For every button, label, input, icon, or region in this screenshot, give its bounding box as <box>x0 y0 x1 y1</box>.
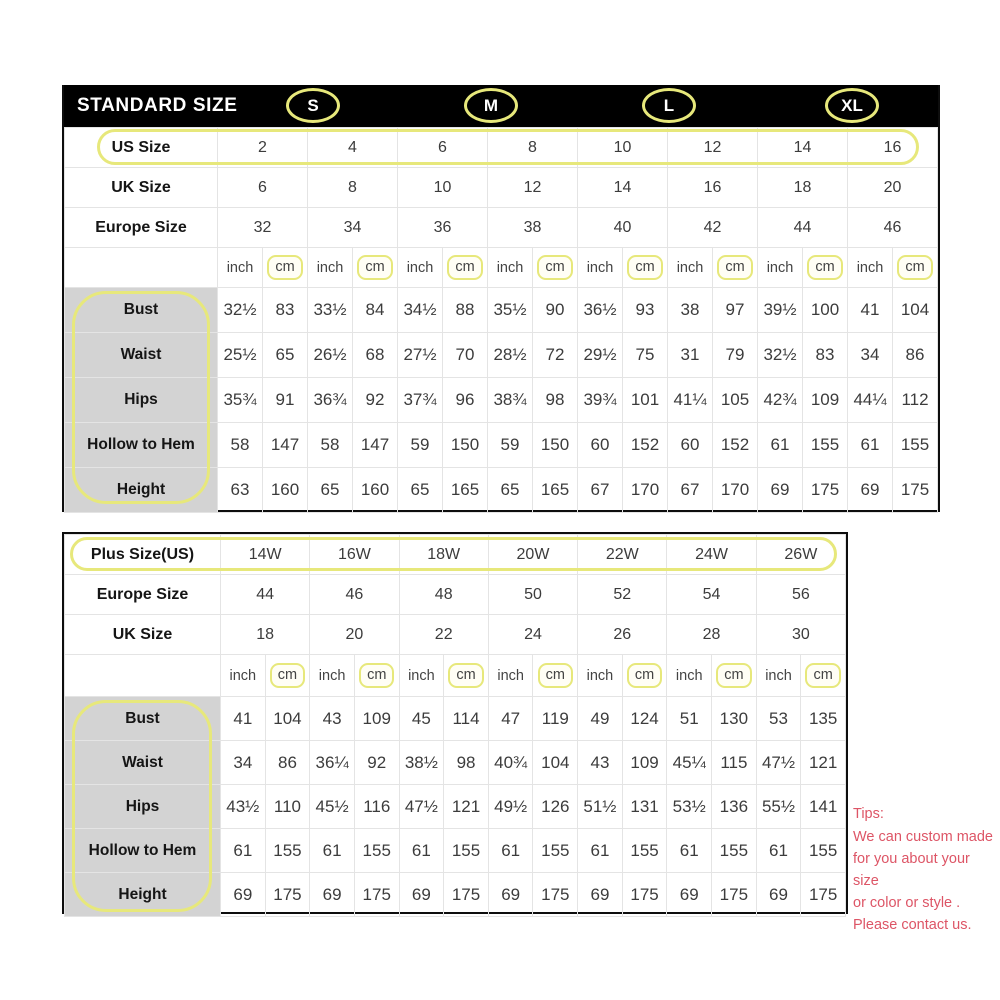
measure-row <box>65 333 938 378</box>
measure-value-cell: 35½ <box>488 288 533 333</box>
unit-cm-cell <box>622 655 667 697</box>
size-value-cell: 12 <box>668 128 758 168</box>
measure-value-cell: 83 <box>803 333 848 378</box>
size-value-cell: 22W <box>578 535 667 575</box>
measure-label: Hips <box>65 378 218 423</box>
measure-value-cell: 175 <box>712 873 757 917</box>
measure-value-cell: 170 <box>623 468 668 513</box>
unit-cm-cell <box>263 248 308 288</box>
measure-value-cell: 32½ <box>758 333 803 378</box>
size-value-cell: 48 <box>399 575 488 615</box>
size-row <box>65 128 938 168</box>
row-label: Europe Size <box>65 575 221 615</box>
tips-note <box>853 803 999 936</box>
measure-value-cell: 49½ <box>488 785 533 829</box>
measure-label: Hollow to Hem <box>65 829 221 873</box>
measure-value-cell: 141 <box>801 785 846 829</box>
measure-value-cell: 59 <box>398 423 443 468</box>
measure-value-cell: 29½ <box>578 333 623 378</box>
measure-value-cell: 26½ <box>308 333 353 378</box>
measure-value-cell: 86 <box>893 333 938 378</box>
measure-value-cell: 41 <box>848 288 893 333</box>
measure-value-cell: 109 <box>354 697 399 741</box>
cm-highlight-box: cm <box>270 663 305 689</box>
size-value-cell: 14 <box>578 168 668 208</box>
measure-value-cell: 47½ <box>399 785 444 829</box>
size-value-cell: 18W <box>399 535 488 575</box>
size-badge-m-label: M <box>483 95 499 115</box>
measure-label: Hollow to Hem <box>65 423 218 468</box>
tips-line: We can custom made <box>853 829 993 845</box>
cm-highlight-box: cm <box>627 255 662 281</box>
measure-label: Hips <box>65 785 221 829</box>
measure-value-cell: 69 <box>488 873 533 917</box>
measure-value-cell: 65 <box>488 468 533 513</box>
measure-value-cell: 61 <box>399 829 444 873</box>
measure-label: Height <box>65 873 221 917</box>
measure-value-cell: 61 <box>310 829 355 873</box>
measure-value-cell: 68 <box>353 333 398 378</box>
measure-value-cell: 136 <box>712 785 757 829</box>
size-value-cell: 32 <box>218 208 308 248</box>
unit-inch-cell: inch <box>488 655 533 697</box>
size-value-cell: 38 <box>488 208 578 248</box>
cm-highlight-box: cm <box>805 663 840 689</box>
measure-value-cell: 98 <box>533 378 578 423</box>
unit-cm-cell <box>444 655 489 697</box>
measure-value-cell: 109 <box>622 741 667 785</box>
measure-value-cell: 155 <box>533 829 578 873</box>
measure-value-cell: 155 <box>712 829 757 873</box>
measure-value-cell: 165 <box>443 468 488 513</box>
cm-highlight-box: cm <box>537 255 572 281</box>
unit-inch-cell: inch <box>308 248 353 288</box>
size-value-cell: 28 <box>667 615 756 655</box>
size-value-cell: 36 <box>398 208 488 248</box>
measure-value-cell: 160 <box>263 468 308 513</box>
size-row <box>65 615 846 655</box>
measure-label: Bust <box>65 288 218 333</box>
size-badge-m <box>464 88 518 123</box>
size-value-cell: 50 <box>488 575 577 615</box>
size-value-cell: 8 <box>308 168 398 208</box>
size-value-cell: 54 <box>667 575 756 615</box>
measure-value-cell: 61 <box>221 829 266 873</box>
measure-value-cell: 55½ <box>756 785 801 829</box>
unit-cm-cell <box>801 655 846 697</box>
measure-value-cell: 61 <box>667 829 712 873</box>
unit-inch-cell: inch <box>578 248 623 288</box>
size-row <box>65 535 846 575</box>
plus-size-grid <box>64 534 846 917</box>
measure-value-cell: 60 <box>578 423 623 468</box>
standard-size-title: STANDARD SIZE <box>77 95 238 116</box>
measure-value-cell: 61 <box>848 423 893 468</box>
measure-value-cell: 47½ <box>756 741 801 785</box>
measure-value-cell: 110 <box>265 785 310 829</box>
row-label: Europe Size <box>65 208 218 248</box>
measure-row <box>65 873 846 917</box>
size-value-cell: 6 <box>218 168 308 208</box>
unit-row-empty-label <box>65 248 218 288</box>
measure-value-cell: 59 <box>488 423 533 468</box>
size-value-cell: 2 <box>218 128 308 168</box>
measure-value-cell: 79 <box>713 333 758 378</box>
measure-value-cell: 36½ <box>578 288 623 333</box>
size-value-cell: 40 <box>578 208 668 248</box>
size-value-cell: 6 <box>398 128 488 168</box>
measure-row <box>65 741 846 785</box>
measure-value-cell: 53½ <box>667 785 712 829</box>
unit-inch-cell: inch <box>218 248 263 288</box>
measure-value-cell: 69 <box>758 468 803 513</box>
size-badge-xl <box>825 88 879 123</box>
measure-value-cell: 61 <box>756 829 801 873</box>
unit-inch-cell: inch <box>848 248 893 288</box>
row-label: Plus Size(US) <box>65 535 221 575</box>
unit-cm-cell <box>533 655 578 697</box>
cm-highlight-box: cm <box>538 663 573 689</box>
unit-inch-cell: inch <box>667 655 712 697</box>
measure-row <box>65 468 938 513</box>
measure-value-cell: 88 <box>443 288 488 333</box>
unit-inch-cell: inch <box>758 248 803 288</box>
measure-value-cell: 61 <box>578 829 623 873</box>
unit-cm-cell <box>712 655 757 697</box>
unit-cm-cell <box>713 248 758 288</box>
measure-value-cell: 40¾ <box>488 741 533 785</box>
measure-value-cell: 130 <box>712 697 757 741</box>
measure-value-cell: 90 <box>533 288 578 333</box>
cm-highlight-box: cm <box>627 663 662 689</box>
measure-value-cell: 41 <box>221 697 266 741</box>
measure-value-cell: 131 <box>622 785 667 829</box>
measure-value-cell: 65 <box>308 468 353 513</box>
measure-value-cell: 155 <box>265 829 310 873</box>
measure-value-cell: 61 <box>488 829 533 873</box>
measure-value-cell: 61 <box>758 423 803 468</box>
cm-highlight-box: cm <box>807 255 842 281</box>
unit-row-empty-label <box>65 655 221 697</box>
measure-value-cell: 28½ <box>488 333 533 378</box>
measure-value-cell: 124 <box>622 697 667 741</box>
size-value-cell: 24W <box>667 535 756 575</box>
measure-value-cell: 69 <box>756 873 801 917</box>
size-value-cell: 20 <box>310 615 399 655</box>
measure-value-cell: 38 <box>668 288 713 333</box>
unit-cm-cell <box>803 248 848 288</box>
measure-value-cell: 155 <box>354 829 399 873</box>
size-value-cell: 16 <box>848 128 938 168</box>
measure-value-cell: 72 <box>533 333 578 378</box>
cm-highlight-box: cm <box>897 255 932 281</box>
row-label: UK Size <box>65 615 221 655</box>
measure-value-cell: 37¾ <box>398 378 443 423</box>
measure-value-cell: 175 <box>622 873 667 917</box>
measure-row <box>65 697 846 741</box>
measure-value-cell: 121 <box>444 785 489 829</box>
measure-value-cell: 38½ <box>399 741 444 785</box>
tips-line: or color or style . <box>853 895 961 911</box>
size-value-cell: 12 <box>488 168 578 208</box>
measure-value-cell: 60 <box>668 423 713 468</box>
measure-value-cell: 100 <box>803 288 848 333</box>
measure-value-cell: 63 <box>218 468 263 513</box>
measure-value-cell: 43 <box>578 741 623 785</box>
measure-value-cell: 33½ <box>308 288 353 333</box>
cm-highlight-box: cm <box>267 255 302 281</box>
measure-value-cell: 101 <box>623 378 668 423</box>
measure-value-cell: 42¾ <box>758 378 803 423</box>
measure-value-cell: 119 <box>533 697 578 741</box>
cm-highlight-box: cm <box>357 255 392 281</box>
measure-value-cell: 69 <box>848 468 893 513</box>
size-value-cell: 14 <box>758 128 848 168</box>
measure-value-cell: 150 <box>443 423 488 468</box>
cm-highlight-box: cm <box>448 663 483 689</box>
measure-value-cell: 43 <box>310 697 355 741</box>
measure-value-cell: 41¼ <box>668 378 713 423</box>
measure-value-cell: 49 <box>578 697 623 741</box>
unit-cm-cell <box>443 248 488 288</box>
measure-value-cell: 51½ <box>578 785 623 829</box>
unit-cm-cell <box>893 248 938 288</box>
measure-row <box>65 829 846 873</box>
size-value-cell: 26 <box>578 615 667 655</box>
size-badge-l <box>642 88 696 123</box>
size-value-cell: 16W <box>310 535 399 575</box>
measure-value-cell: 69 <box>578 873 623 917</box>
measure-value-cell: 36¼ <box>310 741 355 785</box>
cm-highlight-box: cm <box>716 663 751 689</box>
measure-value-cell: 175 <box>803 468 848 513</box>
measure-value-cell: 32½ <box>218 288 263 333</box>
size-value-cell: 46 <box>310 575 399 615</box>
measure-value-cell: 83 <box>263 288 308 333</box>
plus-size-table <box>62 532 848 914</box>
measure-value-cell: 58 <box>218 423 263 468</box>
measure-value-cell: 165 <box>533 468 578 513</box>
size-value-cell: 44 <box>758 208 848 248</box>
measure-value-cell: 31 <box>668 333 713 378</box>
measure-value-cell: 84 <box>353 288 398 333</box>
unit-inch-cell: inch <box>488 248 533 288</box>
measure-value-cell: 96 <box>443 378 488 423</box>
tips-line: for you about your size <box>853 851 970 889</box>
measure-value-cell: 175 <box>444 873 489 917</box>
measure-value-cell: 45 <box>399 697 444 741</box>
measure-value-cell: 51 <box>667 697 712 741</box>
size-row <box>65 208 938 248</box>
measure-value-cell: 69 <box>221 873 266 917</box>
measure-value-cell: 58 <box>308 423 353 468</box>
size-value-cell: 18 <box>758 168 848 208</box>
measure-value-cell: 104 <box>893 288 938 333</box>
measure-value-cell: 160 <box>353 468 398 513</box>
measure-value-cell: 175 <box>265 873 310 917</box>
measure-value-cell: 86 <box>265 741 310 785</box>
unit-inch-cell: inch <box>398 248 443 288</box>
standard-size-header <box>64 85 938 127</box>
measure-value-cell: 34½ <box>398 288 443 333</box>
unit-cm-cell <box>354 655 399 697</box>
size-value-cell: 52 <box>578 575 667 615</box>
unit-inch-cell: inch <box>221 655 266 697</box>
measure-value-cell: 65 <box>398 468 443 513</box>
measure-value-cell: 155 <box>622 829 667 873</box>
size-row <box>65 575 846 615</box>
size-value-cell: 42 <box>668 208 758 248</box>
unit-row <box>65 248 938 288</box>
size-value-cell: 20 <box>848 168 938 208</box>
measure-value-cell: 69 <box>310 873 355 917</box>
cm-highlight-box: cm <box>447 255 482 281</box>
unit-inch-cell: inch <box>756 655 801 697</box>
unit-cm-cell <box>623 248 668 288</box>
measure-value-cell: 135 <box>801 697 846 741</box>
unit-inch-cell: inch <box>399 655 444 697</box>
cm-highlight-box: cm <box>717 255 752 281</box>
measure-value-cell: 27½ <box>398 333 443 378</box>
size-row <box>65 168 938 208</box>
size-value-cell: 14W <box>221 535 310 575</box>
measure-value-cell: 170 <box>713 468 758 513</box>
measure-value-cell: 175 <box>533 873 578 917</box>
unit-inch-cell: inch <box>578 655 623 697</box>
size-value-cell: 10 <box>398 168 488 208</box>
measure-value-cell: 115 <box>712 741 757 785</box>
measure-value-cell: 38¾ <box>488 378 533 423</box>
measure-value-cell: 39½ <box>758 288 803 333</box>
size-value-cell: 56 <box>756 575 845 615</box>
row-label: UK Size <box>65 168 218 208</box>
measure-row <box>65 423 938 468</box>
measure-value-cell: 97 <box>713 288 758 333</box>
unit-row <box>65 655 846 697</box>
measure-value-cell: 109 <box>803 378 848 423</box>
unit-cm-cell <box>265 655 310 697</box>
measure-label: Waist <box>65 333 218 378</box>
unit-cm-cell <box>533 248 578 288</box>
measure-value-cell: 175 <box>801 873 846 917</box>
measure-value-cell: 98 <box>444 741 489 785</box>
tips-line: Please contact us. <box>853 917 972 933</box>
measure-value-cell: 91 <box>263 378 308 423</box>
size-badge-xl-label: XL <box>841 95 863 115</box>
size-value-cell: 8 <box>488 128 578 168</box>
size-badge-l-label: L <box>663 95 675 115</box>
measure-row <box>65 288 938 333</box>
measure-value-cell: 45½ <box>310 785 355 829</box>
measure-value-cell: 155 <box>801 829 846 873</box>
measure-value-cell: 105 <box>713 378 758 423</box>
measure-value-cell: 155 <box>803 423 848 468</box>
measure-value-cell: 67 <box>578 468 623 513</box>
measure-value-cell: 92 <box>353 378 398 423</box>
size-value-cell: 46 <box>848 208 938 248</box>
row-label: US Size <box>65 128 218 168</box>
size-value-cell: 18 <box>221 615 310 655</box>
cm-highlight-box: cm <box>359 663 394 689</box>
measure-value-cell: 25½ <box>218 333 263 378</box>
measure-value-cell: 75 <box>623 333 668 378</box>
measure-value-cell: 116 <box>354 785 399 829</box>
measure-value-cell: 92 <box>354 741 399 785</box>
measure-value-cell: 93 <box>623 288 668 333</box>
measure-label: Bust <box>65 697 221 741</box>
unit-inch-cell: inch <box>310 655 355 697</box>
measure-row <box>65 785 846 829</box>
measure-value-cell: 114 <box>444 697 489 741</box>
size-badge-s <box>286 88 340 123</box>
measure-value-cell: 53 <box>756 697 801 741</box>
measure-value-cell: 45¼ <box>667 741 712 785</box>
size-value-cell: 10 <box>578 128 668 168</box>
measure-value-cell: 155 <box>893 423 938 468</box>
size-value-cell: 30 <box>756 615 845 655</box>
size-value-cell: 4 <box>308 128 398 168</box>
measure-value-cell: 112 <box>893 378 938 423</box>
unit-inch-cell: inch <box>668 248 713 288</box>
size-badge-s-label: S <box>307 95 319 115</box>
measure-value-cell: 35¾ <box>218 378 263 423</box>
measure-value-cell: 175 <box>354 873 399 917</box>
measure-value-cell: 155 <box>444 829 489 873</box>
size-value-cell: 26W <box>756 535 845 575</box>
standard-size-grid <box>64 127 938 513</box>
measure-value-cell: 147 <box>353 423 398 468</box>
size-value-cell: 24 <box>488 615 577 655</box>
measure-value-cell: 36¾ <box>308 378 353 423</box>
tips-title: Tips: <box>853 806 884 822</box>
size-value-cell: 34 <box>308 208 398 248</box>
measure-value-cell: 43½ <box>221 785 266 829</box>
measure-label: Height <box>65 468 218 513</box>
standard-size-table <box>62 85 940 512</box>
measure-value-cell: 34 <box>848 333 893 378</box>
measure-value-cell: 69 <box>399 873 444 917</box>
unit-cm-cell <box>353 248 398 288</box>
measure-value-cell: 175 <box>893 468 938 513</box>
measure-value-cell: 150 <box>533 423 578 468</box>
measure-value-cell: 65 <box>263 333 308 378</box>
measure-value-cell: 67 <box>668 468 713 513</box>
measure-value-cell: 39¾ <box>578 378 623 423</box>
measure-value-cell: 147 <box>263 423 308 468</box>
measure-label: Waist <box>65 741 221 785</box>
measure-value-cell: 104 <box>533 741 578 785</box>
measure-value-cell: 47 <box>488 697 533 741</box>
measure-value-cell: 152 <box>623 423 668 468</box>
measure-value-cell: 70 <box>443 333 488 378</box>
measure-value-cell: 34 <box>221 741 266 785</box>
measure-value-cell: 121 <box>801 741 846 785</box>
measure-value-cell: 104 <box>265 697 310 741</box>
measure-value-cell: 126 <box>533 785 578 829</box>
measure-value-cell: 69 <box>667 873 712 917</box>
measure-value-cell: 44¼ <box>848 378 893 423</box>
size-value-cell: 16 <box>668 168 758 208</box>
measure-value-cell: 152 <box>713 423 758 468</box>
size-value-cell: 44 <box>221 575 310 615</box>
measure-row <box>65 378 938 423</box>
size-value-cell: 22 <box>399 615 488 655</box>
size-value-cell: 20W <box>488 535 577 575</box>
